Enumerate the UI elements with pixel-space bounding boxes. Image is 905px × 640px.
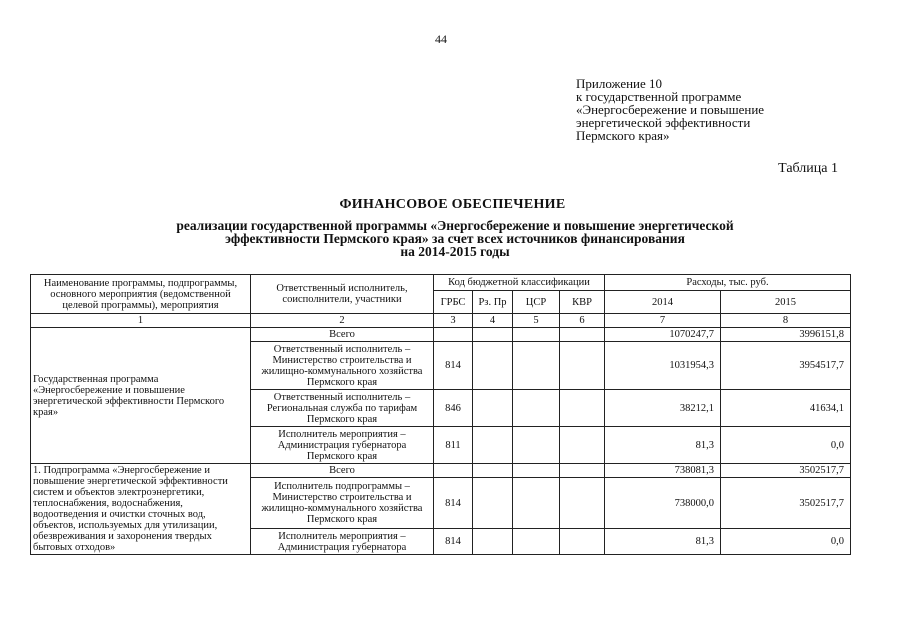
table-row xyxy=(31,328,851,342)
value-2015: 0,0 xyxy=(721,427,851,464)
table-row xyxy=(31,464,851,478)
empty-cell xyxy=(513,478,560,529)
grbs-cell: 846 xyxy=(434,390,473,427)
grbs-cell xyxy=(434,328,473,342)
grbs-cell: 814 xyxy=(434,342,473,390)
value-2014: 1070247,7 xyxy=(605,328,721,342)
value-2014: 81,3 xyxy=(605,427,721,464)
value-2015: 3502517,7 xyxy=(721,478,851,529)
executor-cell: Ответственный исполнитель – Министерство строительства и жилищно-коммунального хозяйства Пермского края xyxy=(251,342,434,390)
column-number: 6 xyxy=(560,314,605,328)
executor-cell: Всего xyxy=(251,328,434,342)
empty-cell xyxy=(560,328,605,342)
appendix-note xyxy=(576,77,876,142)
header-budget-code: Код бюджетной классификации xyxy=(434,275,605,291)
appendix-line: Пермского края» xyxy=(576,128,670,143)
page-number: 44 xyxy=(435,32,447,46)
empty-cell xyxy=(473,342,513,390)
value-2015: 3954517,7 xyxy=(721,342,851,390)
executor-cell: Исполнитель мероприятия – Администрация губернатора xyxy=(251,529,434,555)
column-numbers-row xyxy=(31,314,851,328)
empty-cell xyxy=(560,342,605,390)
value-2014: 38212,1 xyxy=(605,390,721,427)
subtitle-line: реализации государственной программы «Энергосбережение и повышение энергетической xyxy=(176,218,734,233)
empty-cell xyxy=(513,427,560,464)
appendix-line: к государственной программе xyxy=(576,89,742,104)
executor-cell: Всего xyxy=(251,464,434,478)
empty-cell xyxy=(513,328,560,342)
header-executor: Ответственный исполнитель, соисполнители, участники xyxy=(251,275,434,314)
executor-cell: Исполнитель мероприятия – Администрация губернатора Пермского края xyxy=(251,427,434,464)
document-title: ФИНАНСОВОЕ ОБЕСПЕЧЕНИЕ xyxy=(339,197,566,212)
program-name: Государственная программа «Энергосбережение и повышение энергетической эффективности Пермского края» xyxy=(31,328,251,464)
header-kvr: КВР xyxy=(560,291,605,314)
header-grbs: ГРБС xyxy=(434,291,473,314)
value-2014: 738081,3 xyxy=(605,464,721,478)
value-2015: 3502517,7 xyxy=(721,464,851,478)
column-number: 4 xyxy=(473,314,513,328)
empty-cell xyxy=(473,529,513,555)
appendix-line: Приложение 10 xyxy=(576,76,663,91)
empty-cell xyxy=(473,464,513,478)
value-2015: 3996151,8 xyxy=(721,328,851,342)
subtitle-line: на 2014-2015 годы xyxy=(400,244,510,259)
grbs-cell xyxy=(434,464,473,478)
empty-cell xyxy=(473,427,513,464)
empty-cell xyxy=(513,342,560,390)
empty-cell xyxy=(560,464,605,478)
header-rzpr: Рз. Пр xyxy=(473,291,513,314)
empty-cell xyxy=(560,390,605,427)
appendix-line: «Энергосбережение и повышение xyxy=(576,102,765,117)
subtitle-line: эффективности Пермского края» за счет всех источников финансирования xyxy=(225,231,685,246)
executor-cell: Исполнитель подпрограммы – Министерство строительства и жилищно-коммунального хозяйства Пермского края xyxy=(251,478,434,529)
value-2015: 41634,1 xyxy=(721,390,851,427)
header-2015: 2015 xyxy=(721,291,851,314)
empty-cell xyxy=(560,478,605,529)
grbs-cell: 811 xyxy=(434,427,473,464)
column-number: 3 xyxy=(434,314,473,328)
empty-cell xyxy=(560,529,605,555)
empty-cell xyxy=(513,464,560,478)
table-number: Таблица 1 xyxy=(778,161,838,176)
header-2014: 2014 xyxy=(605,291,721,314)
header-expenses: Расходы, тыс. руб. xyxy=(605,275,851,291)
empty-cell xyxy=(473,328,513,342)
column-number: 5 xyxy=(513,314,560,328)
empty-cell xyxy=(473,478,513,529)
finance-table xyxy=(30,274,851,555)
value-2014: 1031954,3 xyxy=(605,342,721,390)
document-subtitle xyxy=(110,219,800,258)
grbs-cell: 814 xyxy=(434,478,473,529)
value-2014: 738000,0 xyxy=(605,478,721,529)
grbs-cell: 814 xyxy=(434,529,473,555)
column-number: 8 xyxy=(721,314,851,328)
subprogram-name: 1. Подпрограмма «Энергосбережение и повышение энергетической эффективности систем и объектов электроэнергетики, теплоснабжения, водоснабжения, водоотведения и очистки сточных вод, объектов, используемых для утилизации, обезвреживания и захоронения твердых бытовых отходов» xyxy=(31,464,251,555)
column-number: 1 xyxy=(31,314,251,328)
empty-cell xyxy=(473,390,513,427)
header-csr: ЦСР xyxy=(513,291,560,314)
header-row xyxy=(31,275,851,291)
header-name: Наименование программы, подпрограммы, основного мероприятия (ведомственной целевой программы), мероприятия xyxy=(31,275,251,314)
column-number: 2 xyxy=(251,314,434,328)
value-2015: 0,0 xyxy=(721,529,851,555)
appendix-line: энергетической эффективности xyxy=(576,115,751,130)
value-2014: 81,3 xyxy=(605,529,721,555)
empty-cell xyxy=(560,427,605,464)
empty-cell xyxy=(513,390,560,427)
column-number: 7 xyxy=(605,314,721,328)
empty-cell xyxy=(513,529,560,555)
executor-cell: Ответственный исполнитель – Региональная служба по тарифам Пермского края xyxy=(251,390,434,427)
